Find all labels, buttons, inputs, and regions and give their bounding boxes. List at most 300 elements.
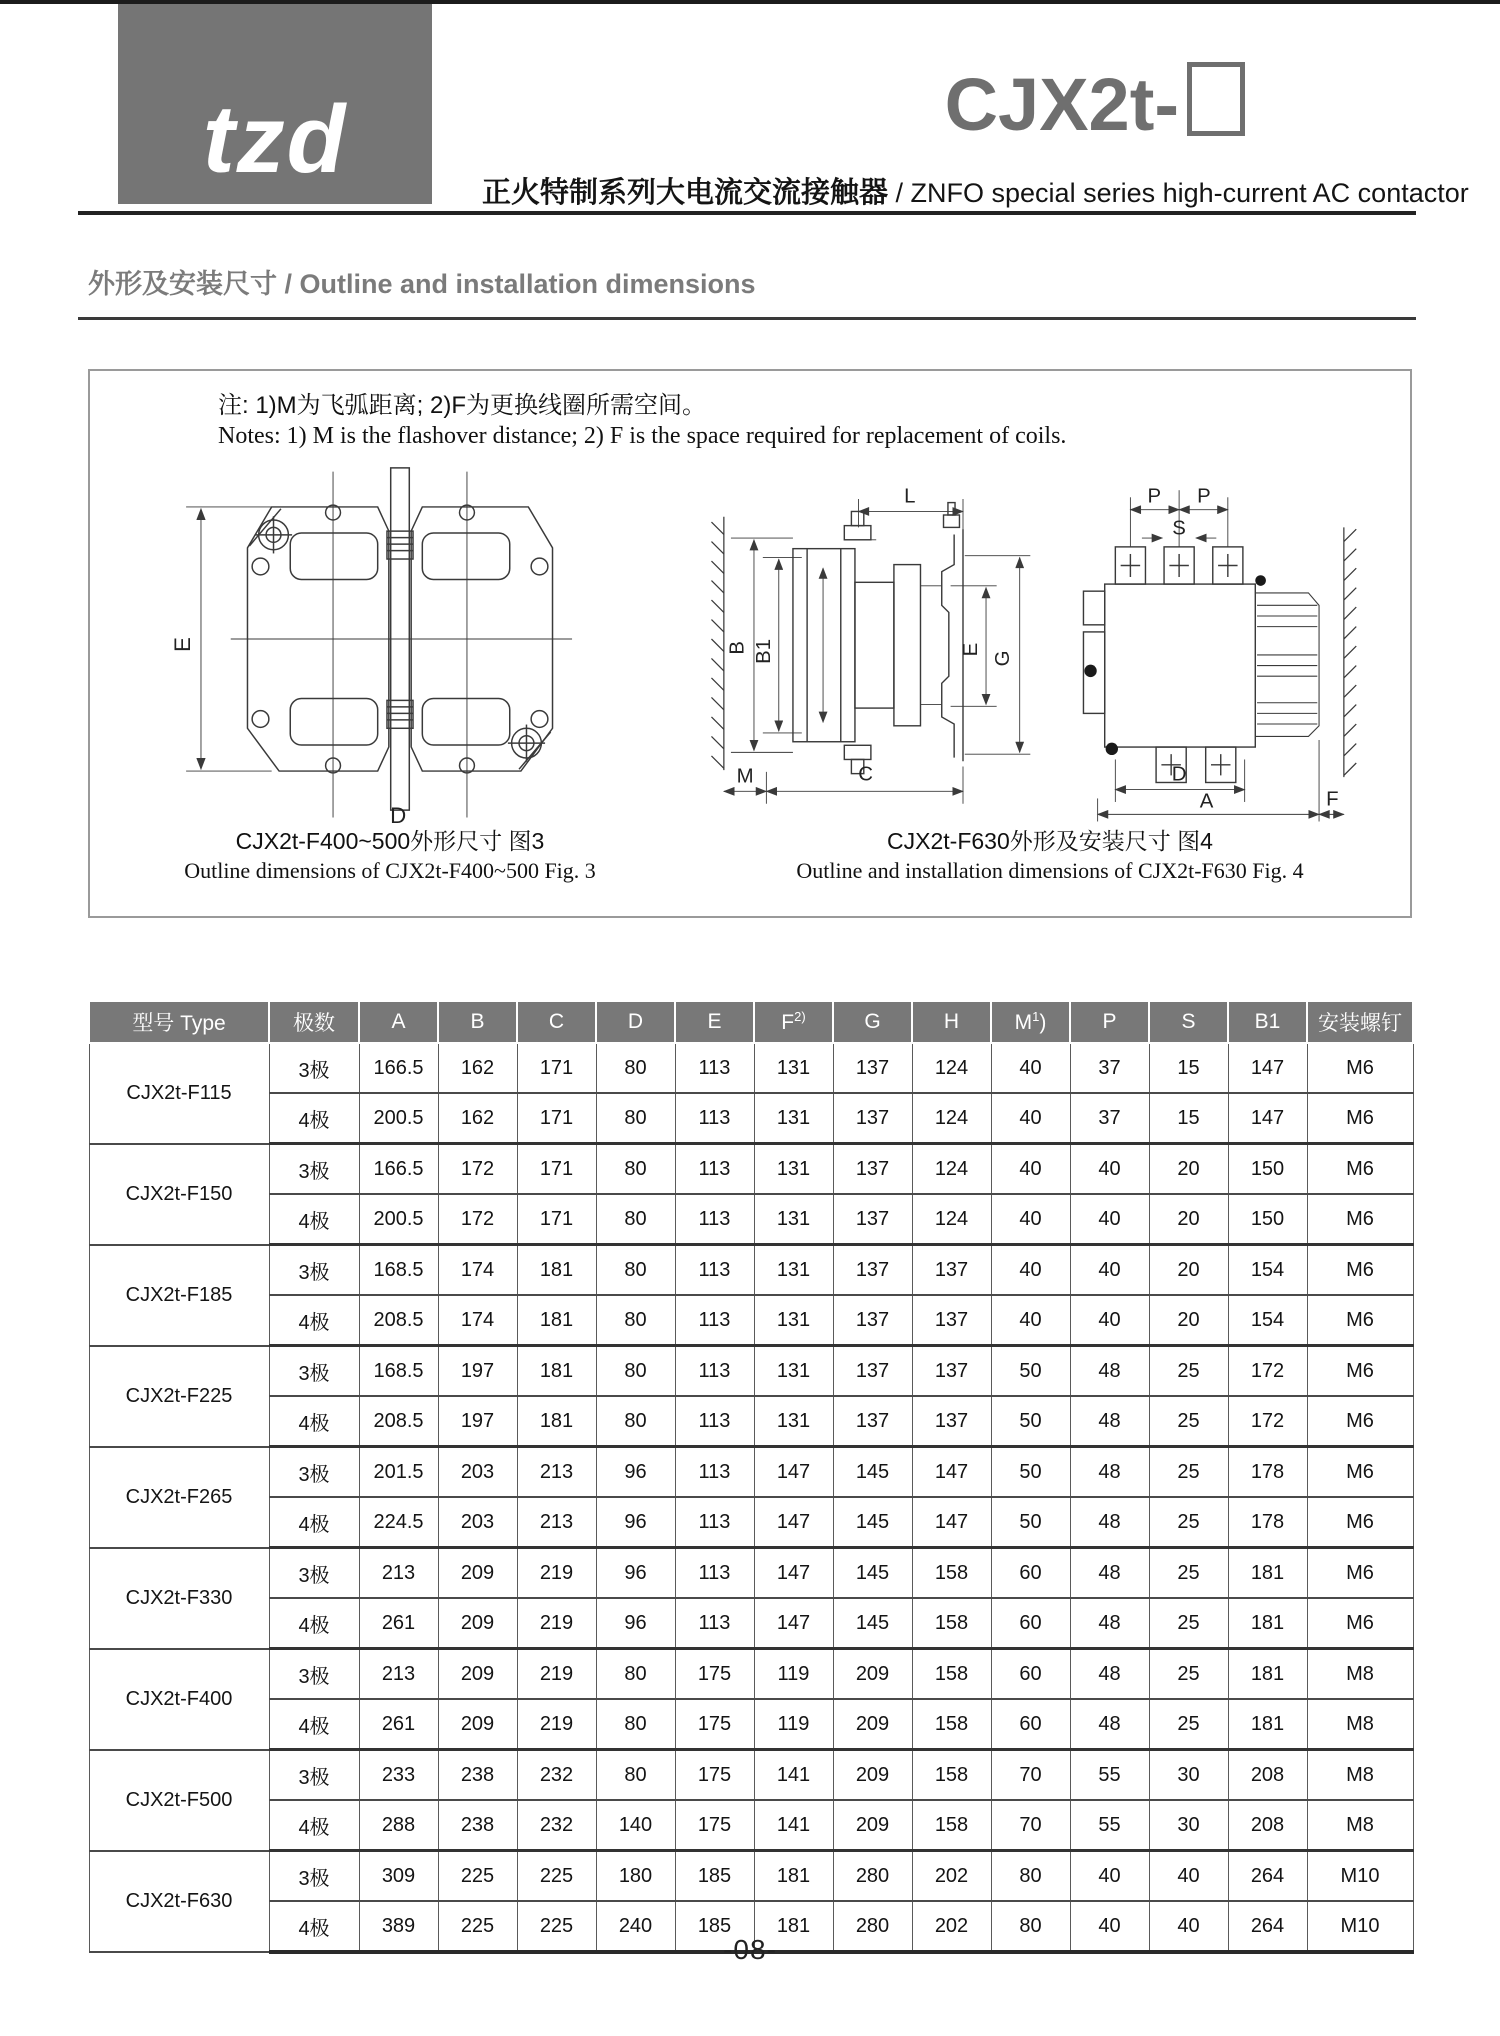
value-cell: 147 — [754, 1598, 833, 1649]
value-cell: 80 — [991, 1851, 1070, 1902]
fig4-label-M: M — [736, 765, 754, 788]
value-cell: 96 — [596, 1598, 675, 1649]
fig3-label-E: E — [169, 637, 195, 653]
table-row — [89, 1851, 1413, 1902]
product-subtitle — [482, 170, 1469, 211]
model-cell: CJX2t-F185 — [89, 1245, 269, 1346]
value-cell: 131 — [754, 1245, 833, 1296]
fig4-left-wall — [711, 517, 723, 770]
value-cell: 60 — [991, 1699, 1070, 1750]
value-cell: 137 — [833, 1144, 912, 1195]
poles-cell: 4极 — [269, 1699, 359, 1750]
header-F: $F^{2)}$ — [754, 1001, 833, 1043]
fig4-label-E: E — [960, 642, 983, 657]
table-row — [89, 1598, 1413, 1649]
model-cell: CJX2t-F150 — [89, 1144, 269, 1245]
value-cell: 80 — [596, 1346, 675, 1397]
value-cell: 20 — [1149, 1295, 1228, 1346]
fig4-label-S: S — [1172, 517, 1186, 540]
value-cell: 137 — [833, 1295, 912, 1346]
header-M: $M^1$) — [991, 1001, 1070, 1043]
fig4-caption — [690, 827, 1410, 885]
header-D: D — [596, 1001, 675, 1043]
value-cell: 147 — [1228, 1093, 1307, 1144]
value-cell: 147 — [754, 1497, 833, 1548]
value-cell: 131 — [754, 1043, 833, 1093]
value-cell: 20 — [1149, 1144, 1228, 1195]
value-cell: 80 — [596, 1144, 675, 1195]
fig4-side-tabs — [1255, 593, 1319, 736]
value-cell: 48 — [1070, 1548, 1149, 1599]
value-cell: 147 — [912, 1497, 991, 1548]
value-cell: 202 — [912, 1851, 991, 1902]
value-cell: 137 — [912, 1346, 991, 1397]
value-cell: M8 — [1307, 1800, 1413, 1851]
value-cell: 50 — [991, 1447, 1070, 1498]
value-cell: 113 — [675, 1346, 754, 1397]
fig4-label-L: L — [904, 485, 916, 508]
header-mounting-screw: 安装螺钉 — [1307, 1001, 1413, 1043]
header-divider — [78, 211, 1416, 215]
table-row — [89, 1295, 1413, 1346]
fig4-caption-english: Outline and installation dimensions of CJX2t-F630 Fig. 4 — [796, 857, 1304, 883]
value-cell: 80 — [596, 1245, 675, 1296]
value-cell: 208.5 — [359, 1295, 438, 1346]
fig4-label-D: D — [1171, 763, 1187, 786]
fig4-dim-D-A-F — [1098, 740, 1344, 821]
value-cell: M6 — [1307, 1548, 1413, 1599]
value-cell: 158 — [912, 1800, 991, 1851]
value-cell: 40 — [1149, 1901, 1228, 1952]
table-row — [89, 1346, 1413, 1397]
value-cell: 113 — [675, 1093, 754, 1144]
value-cell: 209 — [438, 1699, 517, 1750]
value-cell: 208 — [1228, 1750, 1307, 1801]
page-number: -08- — [723, 1934, 777, 1965]
model-cell: CJX2t-F400 — [89, 1649, 269, 1750]
value-cell: 264 — [1228, 1851, 1307, 1902]
value-cell: 48 — [1070, 1346, 1149, 1397]
value-cell: 40 — [1070, 1245, 1149, 1296]
value-cell: 174 — [438, 1245, 517, 1296]
table-row — [89, 1396, 1413, 1447]
value-cell: 25 — [1149, 1447, 1228, 1498]
value-cell: 309 — [359, 1851, 438, 1902]
brand-logo-text: tzd — [202, 86, 348, 193]
fig4-right-wall — [1344, 527, 1356, 777]
value-cell: 20 — [1149, 1194, 1228, 1245]
subtitle-separator: / — [888, 178, 911, 208]
fig4-label-B1: B1 — [752, 638, 775, 664]
fig4-installation-drawing — [660, 453, 1390, 825]
value-cell: 261 — [359, 1598, 438, 1649]
fig4-label-B: B — [726, 641, 749, 655]
value-cell: 178 — [1228, 1497, 1307, 1548]
value-cell: 40 — [991, 1144, 1070, 1195]
value-cell: M6 — [1307, 1497, 1413, 1548]
value-cell: M6 — [1307, 1194, 1413, 1245]
value-cell: M6 — [1307, 1598, 1413, 1649]
value-cell: 25 — [1149, 1598, 1228, 1649]
table-header-row — [89, 1001, 1413, 1043]
value-cell: 137 — [833, 1396, 912, 1447]
value-cell: M8 — [1307, 1699, 1413, 1750]
header-B1: B1 — [1228, 1001, 1307, 1043]
value-cell: 137 — [833, 1043, 912, 1093]
fig4-label-C: C — [858, 763, 873, 786]
header-H: H — [912, 1001, 991, 1043]
value-cell: 80 — [596, 1194, 675, 1245]
fig4-label-F: F — [1326, 788, 1339, 811]
value-cell: 201.5 — [359, 1447, 438, 1498]
value-cell: 158 — [912, 1548, 991, 1599]
value-cell: 141 — [754, 1750, 833, 1801]
value-cell: 55 — [1070, 1750, 1149, 1801]
value-cell: 158 — [912, 1750, 991, 1801]
value-cell: M6 — [1307, 1346, 1413, 1397]
value-cell: 172 — [1228, 1396, 1307, 1447]
table-row — [89, 1699, 1413, 1750]
value-cell: 48 — [1070, 1497, 1149, 1548]
fig4-caption-chinese: CJX2t-F630外形及安装尺寸 图4 — [887, 828, 1213, 854]
poles-cell: 4极 — [269, 1598, 359, 1649]
value-cell: 238 — [438, 1750, 517, 1801]
poles-cell: 3极 — [269, 1043, 359, 1093]
value-cell: 113 — [675, 1144, 754, 1195]
value-cell: 25 — [1149, 1548, 1228, 1599]
value-cell: 137 — [912, 1295, 991, 1346]
value-cell: 137 — [833, 1093, 912, 1144]
value-cell: 180 — [596, 1851, 675, 1902]
model-cell: CJX2t-F500 — [89, 1750, 269, 1851]
value-cell: 147 — [754, 1447, 833, 1498]
value-cell: 25 — [1149, 1396, 1228, 1447]
subtitle-english: ZNFO special series high-current AC contactor — [910, 178, 1469, 208]
model-cell: CJX2t-F225 — [89, 1346, 269, 1447]
model-cell: CJX2t-F330 — [89, 1548, 269, 1649]
table-row — [89, 1649, 1413, 1700]
value-cell: 124 — [912, 1093, 991, 1144]
value-cell: 219 — [517, 1699, 596, 1750]
value-cell: 113 — [675, 1396, 754, 1447]
value-cell: 124 — [912, 1194, 991, 1245]
header-A: A — [359, 1001, 438, 1043]
value-cell: 213 — [359, 1548, 438, 1599]
value-cell: 80 — [596, 1043, 675, 1093]
value-cell: 119 — [754, 1649, 833, 1700]
value-cell: 150 — [1228, 1144, 1307, 1195]
value-cell: 389 — [359, 1901, 438, 1952]
subtitle-chinese: 正火特制系列大电流交流接触器 — [482, 177, 889, 209]
section-title: 外形及安装尺寸 / Outline and installation dimensions — [88, 269, 756, 299]
value-cell: 168.5 — [359, 1346, 438, 1397]
value-cell: 70 — [991, 1800, 1070, 1851]
value-cell: 288 — [359, 1800, 438, 1851]
value-cell: 219 — [517, 1598, 596, 1649]
value-cell: 147 — [1228, 1043, 1307, 1093]
value-cell: 225 — [517, 1901, 596, 1952]
value-cell: 40 — [1070, 1901, 1149, 1952]
value-cell: 233 — [359, 1750, 438, 1801]
product-model-title — [0, 62, 1245, 146]
value-cell: 60 — [991, 1598, 1070, 1649]
value-cell: 70 — [991, 1750, 1070, 1801]
value-cell: 209 — [438, 1649, 517, 1700]
value-cell: 181 — [754, 1851, 833, 1902]
poles-cell: 4极 — [269, 1194, 359, 1245]
value-cell: 25 — [1149, 1497, 1228, 1548]
value-cell: 172 — [438, 1144, 517, 1195]
value-cell: 131 — [754, 1295, 833, 1346]
value-cell: 224.5 — [359, 1497, 438, 1548]
value-cell: M6 — [1307, 1295, 1413, 1346]
value-cell: M10 — [1307, 1901, 1413, 1952]
figures-row — [90, 453, 1410, 825]
value-cell: 40 — [991, 1093, 1070, 1144]
fig3-caption-english: Outline dimensions of CJX2t-F400~500 Fig. 3 — [184, 857, 596, 883]
value-cell: 20 — [1149, 1245, 1228, 1296]
value-cell: 113 — [675, 1194, 754, 1245]
value-cell: 219 — [517, 1548, 596, 1599]
table-row — [89, 1800, 1413, 1851]
table-row — [89, 1447, 1413, 1498]
value-cell: 48 — [1070, 1396, 1149, 1447]
value-cell: 280 — [833, 1901, 912, 1952]
value-cell: 158 — [912, 1699, 991, 1750]
fig4-label-P1: P — [1147, 485, 1162, 508]
value-cell: 113 — [675, 1548, 754, 1599]
value-cell: 197 — [438, 1346, 517, 1397]
fig4-dim-M-C — [724, 767, 963, 804]
value-cell: 113 — [675, 1043, 754, 1093]
value-cell: 48 — [1070, 1598, 1149, 1649]
poles-cell: 4极 — [269, 1396, 359, 1447]
dimension-table — [88, 1000, 1414, 1954]
value-cell: 25 — [1149, 1649, 1228, 1700]
value-cell: 131 — [754, 1346, 833, 1397]
table-row — [89, 1548, 1413, 1599]
notes-block — [218, 391, 1410, 451]
value-cell: 181 — [517, 1295, 596, 1346]
value-cell: 40 — [991, 1043, 1070, 1093]
figure-panel — [88, 369, 1412, 918]
value-cell: 48 — [1070, 1649, 1149, 1700]
value-cell: 40 — [991, 1245, 1070, 1296]
value-cell: 181 — [1228, 1699, 1307, 1750]
value-cell: 113 — [675, 1598, 754, 1649]
value-cell: 55 — [1070, 1800, 1149, 1851]
value-cell: 172 — [1228, 1346, 1307, 1397]
value-cell: M6 — [1307, 1043, 1413, 1093]
value-cell: 158 — [912, 1598, 991, 1649]
value-cell: 141 — [754, 1800, 833, 1851]
dimension-table-body — [89, 1043, 1413, 1952]
header-P: P — [1070, 1001, 1149, 1043]
fig3-caption — [90, 827, 690, 885]
value-cell: 96 — [596, 1497, 675, 1548]
value-cell: 166.5 — [359, 1144, 438, 1195]
fig4-label-P2: P — [1197, 485, 1211, 508]
value-cell: 181 — [754, 1901, 833, 1952]
poles-cell: 4极 — [269, 1295, 359, 1346]
value-cell: 131 — [754, 1144, 833, 1195]
value-cell: M6 — [1307, 1447, 1413, 1498]
value-cell: 137 — [833, 1194, 912, 1245]
value-cell: 40 — [991, 1194, 1070, 1245]
value-cell: M6 — [1307, 1396, 1413, 1447]
value-cell: 80 — [596, 1093, 675, 1144]
value-cell: 137 — [833, 1245, 912, 1296]
value-cell: 40 — [1070, 1194, 1149, 1245]
value-cell: 113 — [675, 1497, 754, 1548]
value-cell: 60 — [991, 1548, 1070, 1599]
value-cell: 200.5 — [359, 1194, 438, 1245]
value-cell: 80 — [596, 1750, 675, 1801]
value-cell: 140 — [596, 1800, 675, 1851]
value-cell: 280 — [833, 1851, 912, 1902]
header-S: S — [1149, 1001, 1228, 1043]
poles-cell: 3极 — [269, 1245, 359, 1296]
section-divider — [78, 317, 1416, 320]
value-cell: M6 — [1307, 1144, 1413, 1195]
value-cell: 209 — [438, 1548, 517, 1599]
value-cell: 119 — [754, 1699, 833, 1750]
value-cell: 261 — [359, 1699, 438, 1750]
table-row — [89, 1194, 1413, 1245]
fig3-outline-drawing — [150, 453, 650, 825]
value-cell: 208 — [1228, 1800, 1307, 1851]
value-cell: 208.5 — [359, 1396, 438, 1447]
table-row — [89, 1144, 1413, 1195]
value-cell: 185 — [675, 1851, 754, 1902]
value-cell: 213 — [517, 1497, 596, 1548]
model-placeholder-square — [1187, 62, 1245, 136]
header-type: 型号 Type — [89, 1001, 269, 1043]
value-cell: 168.5 — [359, 1245, 438, 1296]
value-cell: 113 — [675, 1245, 754, 1296]
table-row — [89, 1245, 1413, 1296]
value-cell: 225 — [438, 1851, 517, 1902]
value-cell: 40 — [991, 1295, 1070, 1346]
value-cell: 166.5 — [359, 1043, 438, 1093]
value-cell: 213 — [517, 1447, 596, 1498]
value-cell: 171 — [517, 1093, 596, 1144]
value-cell: 264 — [1228, 1901, 1307, 1952]
value-cell: 175 — [675, 1699, 754, 1750]
value-cell: 154 — [1228, 1295, 1307, 1346]
value-cell: 232 — [517, 1750, 596, 1801]
header-C: C — [517, 1001, 596, 1043]
value-cell: 185 — [675, 1901, 754, 1952]
value-cell: 175 — [675, 1800, 754, 1851]
value-cell: 225 — [517, 1851, 596, 1902]
value-cell: 200.5 — [359, 1093, 438, 1144]
value-cell: 37 — [1070, 1093, 1149, 1144]
value-cell: 80 — [596, 1295, 675, 1346]
value-cell: 225 — [438, 1901, 517, 1952]
poles-cell: 3极 — [269, 1548, 359, 1599]
value-cell: 60 — [991, 1649, 1070, 1700]
header-G: G — [833, 1001, 912, 1043]
value-cell: 181 — [517, 1245, 596, 1296]
value-cell: M6 — [1307, 1245, 1413, 1296]
value-cell: 181 — [1228, 1548, 1307, 1599]
value-cell: 40 — [1149, 1851, 1228, 1902]
value-cell: 30 — [1149, 1750, 1228, 1801]
value-cell: 202 — [912, 1901, 991, 1952]
value-cell: 15 — [1149, 1093, 1228, 1144]
value-cell: 238 — [438, 1800, 517, 1851]
value-cell: 48 — [1070, 1699, 1149, 1750]
value-cell: 137 — [912, 1396, 991, 1447]
value-cell: M10 — [1307, 1851, 1413, 1902]
poles-cell: 3极 — [269, 1851, 359, 1902]
value-cell: 219 — [517, 1649, 596, 1700]
model-title-text: CJX2t- — [944, 63, 1179, 146]
value-cell: 154 — [1228, 1245, 1307, 1296]
value-cell: 40 — [1070, 1851, 1149, 1902]
value-cell: 162 — [438, 1043, 517, 1093]
table-row — [89, 1497, 1413, 1548]
value-cell: 80 — [596, 1396, 675, 1447]
value-cell: 147 — [754, 1548, 833, 1599]
model-cell: CJX2t-F115 — [89, 1043, 269, 1144]
note-english: Notes: 1) M is the flashover distance; 2) F is the space required for replacement of coils. — [218, 423, 1067, 449]
fig3-label-D: D — [390, 803, 407, 825]
fig4-label-A: A — [1199, 790, 1214, 813]
value-cell: 171 — [517, 1144, 596, 1195]
note-chinese: 注: 1)M为飞弧距离; 2)F为更换线圈所需空间。 — [218, 392, 707, 419]
table-row — [89, 1093, 1413, 1144]
poles-cell: 3极 — [269, 1144, 359, 1195]
value-cell: 203 — [438, 1497, 517, 1548]
fig4-front-body — [1083, 547, 1265, 783]
value-cell: 162 — [438, 1093, 517, 1144]
fig3-caption-chinese: CJX2t-F400~500外形尺寸 图3 — [235, 828, 545, 854]
value-cell: 197 — [438, 1396, 517, 1447]
value-cell: 80 — [596, 1699, 675, 1750]
value-cell: 209 — [833, 1800, 912, 1851]
value-cell: 181 — [517, 1346, 596, 1397]
poles-cell: 3极 — [269, 1750, 359, 1801]
value-cell: 158 — [912, 1649, 991, 1700]
value-cell: 113 — [675, 1447, 754, 1498]
value-cell: 145 — [833, 1598, 912, 1649]
value-cell: 96 — [596, 1447, 675, 1498]
value-cell: 113 — [675, 1295, 754, 1346]
value-cell: 37 — [1070, 1043, 1149, 1093]
value-cell: 124 — [912, 1144, 991, 1195]
value-cell: 50 — [991, 1346, 1070, 1397]
value-cell: 124 — [912, 1043, 991, 1093]
value-cell: 175 — [675, 1750, 754, 1801]
poles-cell: 3极 — [269, 1346, 359, 1397]
value-cell: 209 — [438, 1598, 517, 1649]
value-cell: 145 — [833, 1447, 912, 1498]
poles-cell: 4极 — [269, 1901, 359, 1952]
value-cell: 203 — [438, 1447, 517, 1498]
value-cell: 80 — [991, 1901, 1070, 1952]
value-cell: 172 — [438, 1194, 517, 1245]
value-cell: 50 — [991, 1396, 1070, 1447]
header-B: B — [438, 1001, 517, 1043]
value-cell: 131 — [754, 1194, 833, 1245]
value-cell: 147 — [912, 1447, 991, 1498]
value-cell: 232 — [517, 1800, 596, 1851]
captions-row — [90, 827, 1410, 885]
value-cell: 137 — [833, 1346, 912, 1397]
value-cell: 145 — [833, 1497, 912, 1548]
